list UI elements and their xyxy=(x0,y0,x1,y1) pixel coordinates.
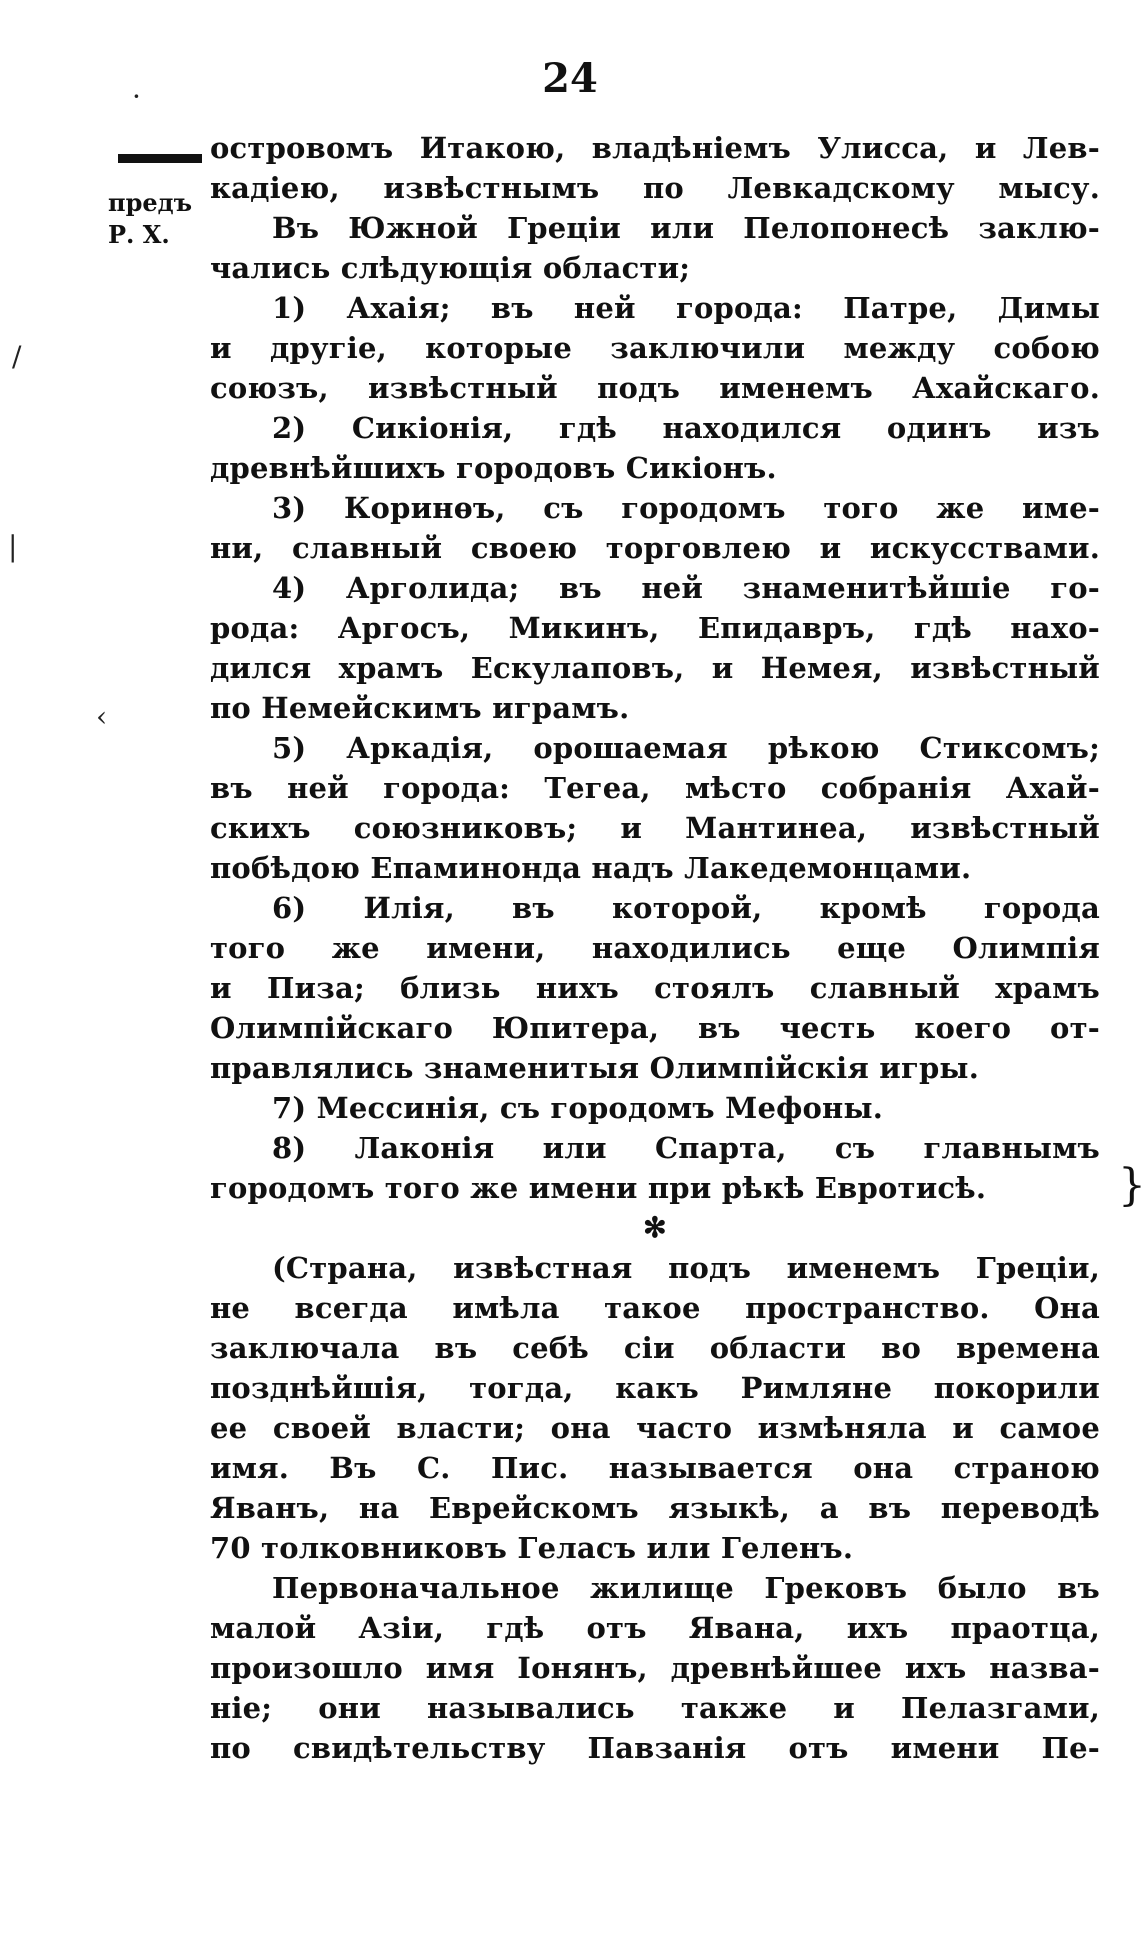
text-line: городомъ того же имени при рѣкѣ Евротисѣ. xyxy=(210,1171,987,1205)
ink-speck: · xyxy=(132,80,141,113)
text-line: (Страна, извѣстная подъ именемъ Греціи, xyxy=(272,1251,1100,1285)
ink-speck: ‹ xyxy=(96,700,108,733)
text-line: 3) Коринѳъ, съ городомъ того же име- xyxy=(272,491,1100,525)
text-line: 70 толковниковъ Геласъ или Геленъ. xyxy=(210,1531,854,1565)
text-line: не всегда имѣла такое пространство. Она xyxy=(210,1291,1100,1325)
text-line: 6) Илія, въ которой, кромѣ города xyxy=(272,891,1100,925)
text-line: и Пиза; близь нихъ стоялъ славный храмъ xyxy=(210,971,1100,1005)
ink-speck: / xyxy=(12,340,22,373)
text-line: ее своей власти; она часто измѣняла и самое xyxy=(210,1411,1100,1445)
text-line: кадіею, извѣстнымъ по Левкадскому мысу. xyxy=(210,171,1100,205)
text-line: дился храмъ Ескулаповъ, и Немея, извѣстный xyxy=(210,651,1100,685)
text-line: островомъ Итакою, владѣніемъ Улисса, и Лев- xyxy=(210,131,1100,165)
text-line: 7) Мессинія, съ городомъ Мефоны. xyxy=(272,1091,884,1125)
text-line: древнѣйшихъ городовъ Сикіонъ. xyxy=(210,451,777,485)
margin-ink-bar xyxy=(118,154,202,163)
text-line: рода: Аргосъ, Микинъ, Епидавръ, гдѣ нахо- xyxy=(210,611,1100,645)
text-line: 2) Сикіонія, гдѣ находился одинъ изъ xyxy=(272,411,1100,445)
text-line: 5) Аркадія, орошаемая рѣкою Стиксомъ; xyxy=(272,731,1100,765)
text-line: позднѣйшія, тогда, какъ Римляне покорили xyxy=(210,1371,1100,1405)
margin-note-line-2: Р. Х. xyxy=(108,220,170,249)
text-line: 1) Ахаія; въ ней города: Патре, Димы xyxy=(272,291,1100,325)
text-line: ніе; они назывались также и Пелазгами, xyxy=(210,1691,1100,1725)
text-line: по Немейскимъ играмъ. xyxy=(210,691,630,725)
text-line: Первоначальное жилище Грековъ было въ xyxy=(272,1571,1100,1605)
text-line: имя. Въ С. Пис. называется она страною xyxy=(210,1451,1100,1485)
text-line: чались слѣдующія области; xyxy=(210,251,691,285)
text-line: 8) Лаконія или Спарта, съ главнымъ xyxy=(272,1131,1100,1165)
text-line: скихъ союзниковъ; и Мантинеа, извѣстный xyxy=(210,811,1100,845)
text-line: произошло имя Іонянъ, древнѣйшее ихъ назва- xyxy=(210,1651,1100,1685)
section-divider-asterisk: ✻ xyxy=(643,1211,667,1244)
text-line: ни, славный своею торговлею и искусствами. xyxy=(210,531,1100,565)
text-line: малой Азіи, гдѣ отъ Явана, ихъ праотца, xyxy=(210,1611,1100,1645)
text-line: Яванъ, на Еврейскомъ языкѣ, а въ переводѣ xyxy=(210,1491,1100,1525)
text-line: того же имени, находились еще Олимпія xyxy=(210,931,1100,965)
bracket-mark: } xyxy=(1118,1160,1146,1211)
text-line: побѣдою Епаминонда надъ Лакедемонцами. xyxy=(210,851,972,885)
page-number: 24 xyxy=(542,55,598,102)
text-line: въ ней города: Тегеа, мѣсто собранія Ахай- xyxy=(210,771,1100,805)
ink-speck: | xyxy=(8,530,18,563)
text-line: по свидѣтельству Павзанія отъ имени Пе- xyxy=(210,1731,1100,1765)
text-line: заключала въ себѣ сіи области во времена xyxy=(210,1331,1100,1365)
text-line: 4) Арголида; въ ней знаменитѣйшіе го- xyxy=(272,571,1100,605)
text-line: Въ Южной Греціи или Пелопонесѣ заклю- xyxy=(272,211,1100,245)
text-line: Олимпійскаго Юпитера, въ честь коего от- xyxy=(210,1011,1100,1045)
text-line: и другіе, которые заключили между собою xyxy=(210,331,1100,365)
text-line: правлялись знаменитыя Олимпійскія игры. xyxy=(210,1051,979,1085)
text-line: союзъ, извѣстный подъ именемъ Ахайскаго. xyxy=(210,371,1100,405)
body-text xyxy=(210,128,1100,1768)
margin-note-line-1: предъ xyxy=(108,188,193,217)
